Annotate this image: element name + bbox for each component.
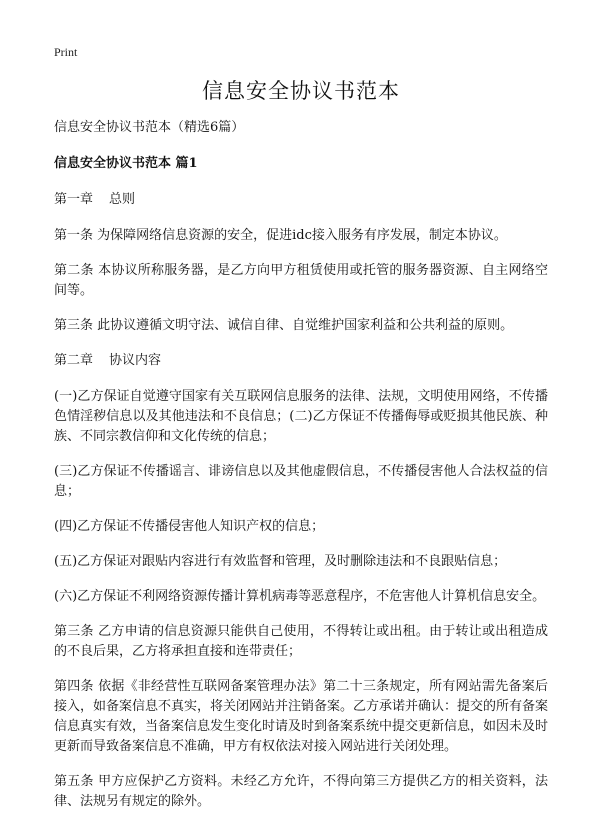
chapter-heading [54, 351, 548, 371]
section-heading: 信息安全协议书范本 篇1 [54, 156, 198, 171]
clause-paragraph: (三)乙方保证不传播谣言、诽谤信息以及其他虚假信息，不传播侵害他人合法权益的信息； [54, 464, 548, 499]
article-paragraph: 第五条 甲方应保护乙方资料。未经乙方允许，不得向第三方提供乙方的相关资料，法律、法规另有规定的除外。 [54, 774, 548, 809]
article-paragraph: 第一条 为保障网络信息资源的安全，促进idc接入服务有序发展，制定本协议。 [54, 228, 507, 243]
clause-paragraph: (五)乙方保证对跟贴内容进行有效监督和管理，及时删除违法和不良跟贴信息； [54, 554, 507, 569]
clause-paragraph: (一)乙方保证自觉遵守国家有关互联网信息服务的法律、法规，文明使用网络，不传播色情淫秽信息以及其他违法和不良信息；(二)乙方保证不传播侮辱或贬损其他民族、种族、不同宗教信仰和文化传统的信息； [54, 389, 548, 444]
article-paragraph: 第三条 此协议遵循文明守法、诚信自律、自觉维护国家利益和公共利益的原则。 [54, 318, 514, 333]
chapter-heading [54, 190, 548, 210]
print-link[interactable]: Print [54, 45, 78, 59]
article-paragraph: 第四条 依据《非经营性互联网备案管理办法》第二十三条规定，所有网站需先备案后接入，如备案信息不真实，将关闭网站并注销备案。乙方承诺并确认：提交的所有备案信息真实有效，当备案信息发生变化时请及时到备案系统中提交更新信息，如因未及时更新而导致备案信息不准确，甲方有权依法对接入网站进行关闭处理。 [54, 679, 549, 754]
document-title: 信息安全协议书范本 [202, 79, 400, 103]
document-subtitle: 信息安全协议书范本（精选6篇） [54, 120, 245, 135]
chapter-number: 第一章 [54, 192, 94, 207]
clause-paragraph: (六)乙方保证不利网络资源传播计算机病毒等恶意程序，不危害他人计算机信息安全。 [54, 589, 546, 604]
chapter-name: 总则 [109, 192, 136, 207]
chapter-number: 第二章 [54, 353, 94, 368]
article-paragraph: 第三条 乙方申请的信息资源只能供自己使用，不得转让或出租。由于转让或出租造成的不良后果，乙方将承担直接和连带责任； [54, 624, 548, 659]
clause-paragraph: (四)乙方保证不传播侵害他人知识产权的信息； [54, 519, 325, 534]
article-paragraph: 第二条 本协议所称服务器，是乙方向甲方租赁使用或托管的服务器资源、自主网络空间等。 [54, 263, 548, 298]
chapter-name: 协议内容 [109, 353, 162, 368]
